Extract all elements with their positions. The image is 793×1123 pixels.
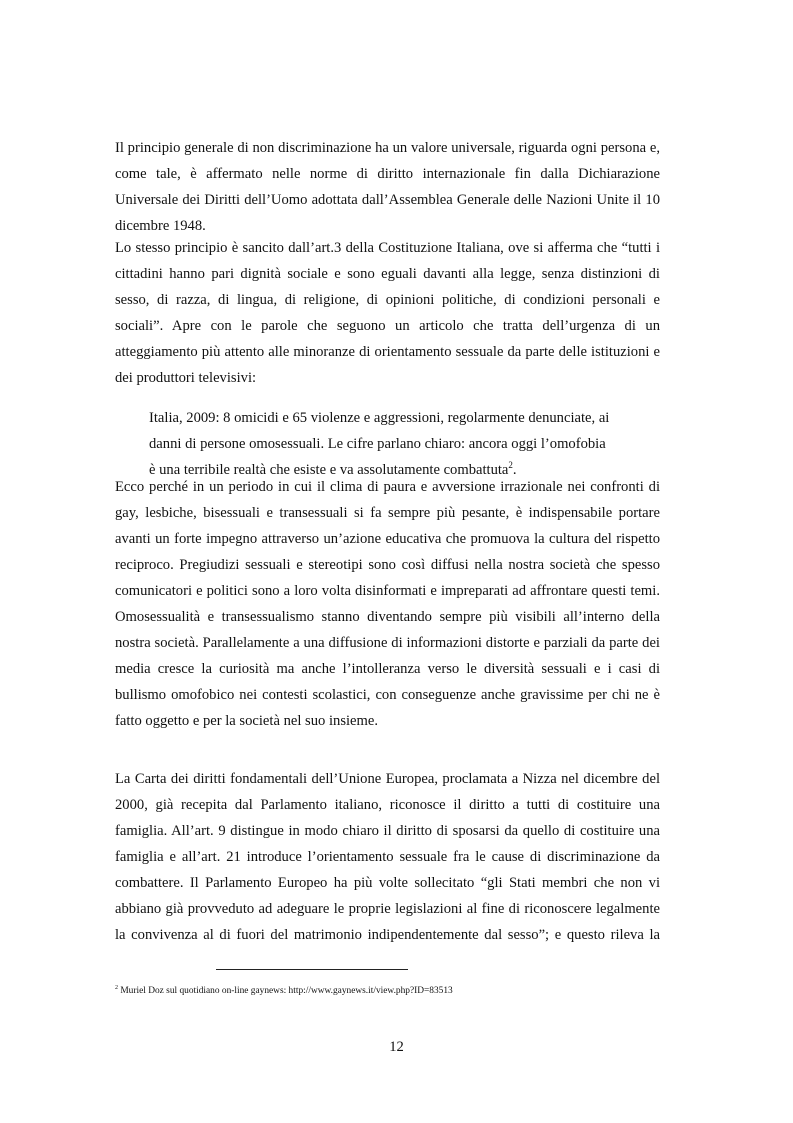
quote-line: danni di persone omosessuali. Le cifre parlano chiaro: ancora oggi l’omofobia — [149, 436, 606, 452]
text-line: bullismo omofobico nei contesti scolastici, con conseguenze anche gravissime per chi ne è — [115, 687, 660, 703]
paragraph-3 — [115, 474, 660, 734]
text-line: cittadini hanno pari dignità sociale e sono eguali davanti alla legge, senza distinzioni di — [115, 266, 660, 282]
quote-end-punctuation: . — [512, 462, 517, 478]
text-line: dei produttori televisivi: — [115, 370, 257, 386]
text-line: La Carta dei diritti fondamentali dell’Unione Europea, proclamata a Nizza nel dicembre del — [115, 771, 660, 787]
text-line: reciproco. Pregiudizi sessuali e stereotipi sono così diffusi nella nostra società che spesso — [115, 557, 660, 573]
footnote — [115, 985, 453, 997]
text-line: Ecco perché in un periodo in cui il clima di paura e avversione irrazionale nei confronti di — [115, 479, 660, 495]
text-line: media cresce la curiosità ma anche l’intolleranza verso le diversità sessuali e i casi di — [115, 661, 660, 677]
paragraph-2 — [115, 235, 660, 391]
paragraph-1 — [115, 135, 660, 239]
text-line: Universale dei Diritti dell’Uomo adottata dall’Assemblea Generale delle Nazioni Unite il 10 — [115, 192, 660, 208]
quote-line-text: è una terribile realtà che esiste e va assolutamente combattuta — [149, 462, 509, 478]
footnote-separator — [216, 969, 408, 970]
text-line: atteggiamento più attento alle minoranze di orientamento sessuale da parte delle istituzioni e — [115, 344, 660, 360]
text-line: 2000, già recepita dal Parlamento italiano, riconosce il diritto a tutti di costituire una — [115, 797, 660, 813]
footnote-reference[interactable]: 2 — [508, 460, 513, 471]
text-line: comunicatori e politici sono a loro volta disinformati e impreparati ad affrontare questi temi. — [115, 583, 660, 599]
quote-line: Italia, 2009: 8 omicidi e 65 violenze e aggressioni, regolarmente denunciate, ai — [149, 410, 610, 426]
text-line: come tale, è affermato nelle norme di diritto internazionale fin dalla Dichiarazione — [115, 166, 660, 182]
text-line: la convivenza al di fuori del matrimonio indipendentemente dal sesso”; e questo rileva la — [115, 927, 660, 943]
text-line: Lo stesso principio è sancito dall’art.3 della Costituzione Italiana, ove si afferma che “tutti i — [115, 240, 660, 256]
text-line: famiglia. All’art. 9 distingue in modo chiaro il diritto di sposarsi da quello di costituire una — [115, 823, 660, 839]
text-line: sociali”. Apre con le parole che seguono un articolo che tratta dell’urgenza di un — [115, 318, 660, 334]
text-line: sesso, di razza, di lingua, di religione, di opinioni politiche, di condizioni personali e — [115, 292, 660, 308]
page-number: 12 — [389, 1039, 404, 1055]
text-line: gay, lesbiche, bisessuali e transessuali si fa sempre più pesante, è indispensabile portare — [115, 505, 660, 521]
text-line: dicembre 1948. — [115, 218, 206, 234]
text-line: abbiano già provveduto ad adeguare le proprie legislazioni al fine di riconoscere legalmente — [115, 901, 660, 917]
footnote-text: Muriel Doz sul quotidiano on-line gaynews: http://www.gaynews.it/view.php?ID=83513 — [118, 986, 453, 996]
text-line: famiglia e all’art. 21 introduce l’orientamento sessuale fra le cause di discriminazione da — [115, 849, 660, 865]
text-line: combattere. Il Parlamento Europeo ha più volte sollecitato “gli Stati membri che non vi — [115, 875, 660, 891]
text-line: avanti un forte impegno attraverso un’azione educativa che promuova la cultura del rispetto — [115, 531, 660, 547]
text-line: fatto oggetto e per la società nel suo insieme. — [115, 713, 379, 729]
text-line: nostra società. Parallelamente a una diffusione di informazioni distorte e parziali da parte dei — [115, 635, 660, 651]
footnote-number: 2 — [115, 984, 118, 991]
text-line: Omosessualità e transessualismo stanno diventando sempre più visibili all’interno della — [115, 609, 660, 625]
paragraph-4 — [115, 766, 660, 948]
block-quote — [149, 405, 619, 483]
text-line: Il principio generale di non discriminazione ha un valore universale, riguarda ogni persona e, — [115, 140, 660, 156]
